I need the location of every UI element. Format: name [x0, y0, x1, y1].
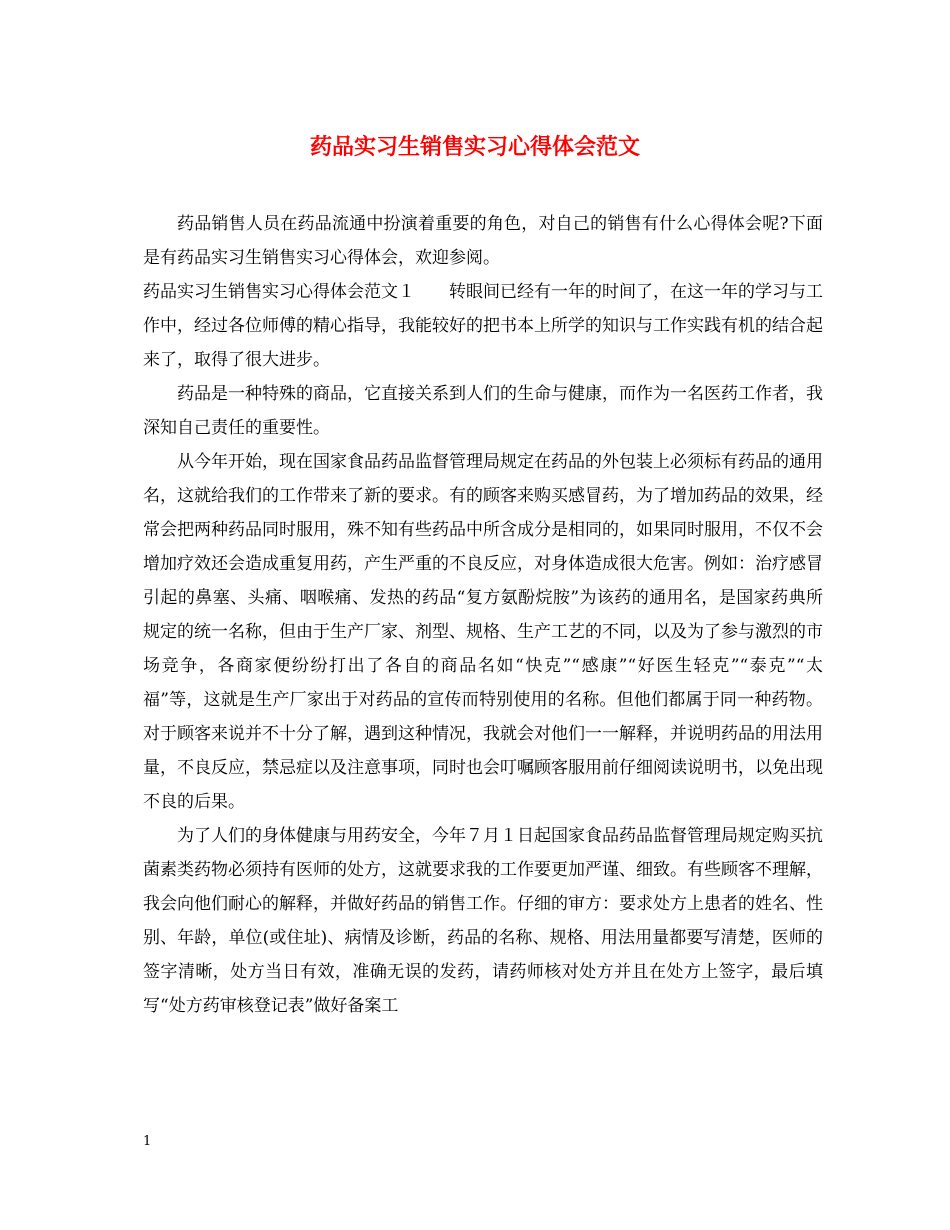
- document-body: [143, 207, 823, 1023]
- paragraph-example-heading: 药品实习生销售实习心得体会范文１ 转眼间已经有一年的时间了，在这一年的学习与工作中，经过各位师傅的精心指导，我能较好的把书本上所学的知识与工作实践有机的结合起来了，取得了很大进步。: [143, 282, 823, 370]
- paragraph-prescription: 为了人们的身体健康与用药安全，今年７月１日起国家食品药品监督管理局规定购买抗菌素类药物必须持有医师的处方，这就要求我的工作要更加严谨、细致。有些顾客不理解，我会向他们耐心的解释，并做好药品的销售工作。仔细的审方：要求处方上患者的姓名、性别、年龄，单位(或住址)、病情及诊断，药品的名称、规格、用法用量都要写清楚，医师的签字清晰，处方当日有效，准确无误的发药，请药师核对处方并且在处方上签字，最后填写“处方药审核登记表”做好备案工: [143, 826, 823, 1016]
- document-title: 药品实习生销售实习心得体会范文: [309, 134, 640, 160]
- paragraph-responsibility: 药品是一种特殊的商品，它直接关系到人们的生命与健康，而作为一名医药工作者，我深知自己责任的重要性。: [143, 384, 823, 438]
- paragraph-intro: 药品销售人员在药品流通中扮演着重要的角色，对自己的销售有什么心得体会呢?下面是有药品实习生销售实习心得体会，欢迎参阅。: [143, 214, 823, 268]
- paragraph-generic-name: 从今年开始，现在国家食品药品监督管理局规定在药品的外包装上必须标有药品的通用名，这就给我们的工作带来了新的要求。有的顾客来购买感冒药，为了增加药品的效果，经常会把两种药品同时服用，殊不知有些药品中所含成分是相同的，如果同时服用，不仅不会增加疗效还会造成重复用药，产生严重的不良反应，对身体造成很大危害。例如：治疗感冒引起的鼻塞、头痛、咽喉痛、发热的药品“复方氨酚烷胺”为该药的通用名，是国家药典所规定的统一名称，但由于生产厂家、剂型、规格、生产工艺的不同，以及为了参与激烈的市场竞争，各商家便纷纷打出了各自的商品名如“快克”“感康”“好医生轻克”“泰克”“太福”等，这就是生产厂家出于对药品的宣传而特别使用的名称。但他们都属于同一种药物。对于顾客来说并不十分了解，遇到这种情况，我就会对他们一一解释，并说明药品的用法用量，不良反应，禁忌症以及注意事项，同时也会叮嘱顾客服用前仔细阅读说明书，以免出现不良的后果。: [143, 452, 823, 812]
- page-number: 1: [143, 1134, 152, 1149]
